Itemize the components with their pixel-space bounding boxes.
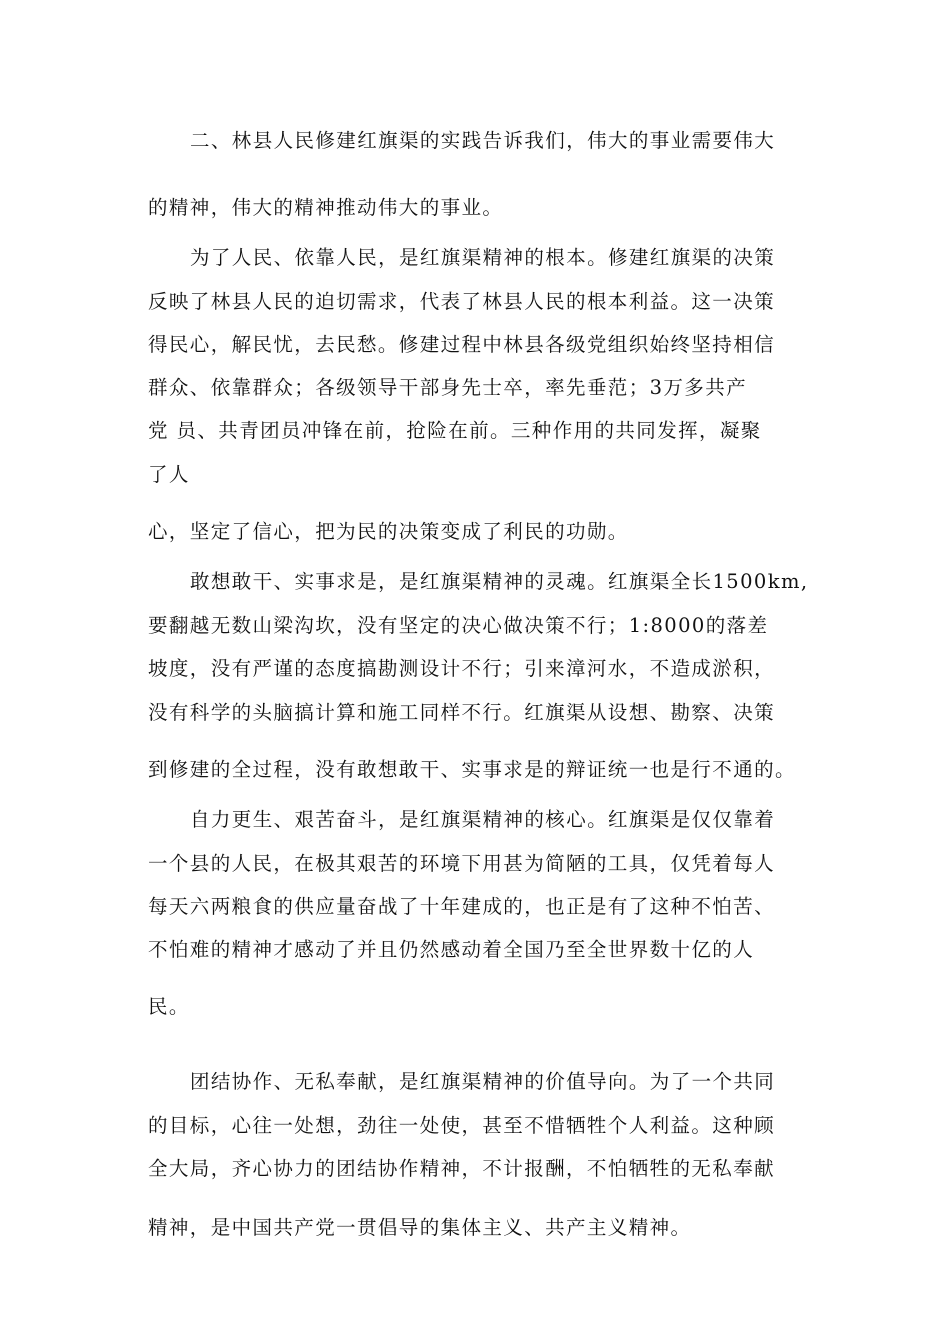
text-line: 二、林县人民修建红旗渠的实践告诉我们，伟大的事业需要伟大 bbox=[190, 129, 776, 152]
text-line: 一个县的人民，在极其艰苦的环境下用甚为简陋的工具，仅凭着每人 bbox=[148, 852, 776, 875]
text-line: 精神，是中国共产党一贯倡导的集体主义、共产主义精神。 bbox=[148, 1216, 692, 1239]
text-line: 民。 bbox=[148, 995, 190, 1018]
text-line: 得民心，解民忧，去民愁。修建过程中林县各级党组织始终坚持相信 bbox=[148, 333, 776, 356]
text-line: 团结协作、无私奉献，是红旗渠精神的价值导向。为了一个共同 bbox=[190, 1070, 776, 1093]
text-line: 党 员、共青团员冲锋在前，抢险在前。三种作用的共同发挥，凝聚 bbox=[148, 419, 762, 442]
text-line: 敢想敢干、实事求是，是红旗渠精神的灵魂。红旗渠全长1500km, bbox=[190, 570, 809, 593]
text-line: 到修建的全过程，没有敢想敢干、实事求是的辩证统一也是行不通的。 bbox=[148, 758, 796, 781]
text-line: 心，坚定了信心，把为民的决策变成了利民的功勋。 bbox=[148, 520, 629, 543]
text-line: 的目标，心往一处想，劲往一处使，甚至不惜牺牲个人利益。这种顾 bbox=[148, 1114, 776, 1137]
text-line: 群众、依靠群众；各级领导干部身先士卒，率先垂范；3万多共产 bbox=[148, 376, 748, 399]
text-line: 要翻越无数山梁沟坎，没有坚定的决心做决策不行；1:8000的落差 bbox=[148, 614, 769, 637]
text-line: 全大局，齐心协力的团结协作精神，不计报酬，不怕牺牲的无私奉献 bbox=[148, 1157, 776, 1180]
text-line: 自力更生、艰苦奋斗，是红旗渠精神的核心。红旗渠是仅仅靠着 bbox=[190, 808, 776, 831]
text-line: 不怕难的精神才感动了并且仍然感动着全国乃至全世界数十亿的人 bbox=[148, 938, 755, 961]
text-line: 反映了林县人民的迫切需求，代表了林县人民的根本利益。这一决策 bbox=[148, 290, 776, 313]
text-line: 每天六两粮食的供应量奋战了十年建成的，也正是有了这种不怕苦、 bbox=[148, 895, 776, 918]
text-line: 没有科学的头脑搞计算和施工同样不行。红旗渠从设想、勘察、决策 bbox=[148, 701, 776, 724]
text-line: 为了人民、依靠人民，是红旗渠精神的根本。修建红旗渠的决策 bbox=[190, 246, 776, 269]
text-line: 的精神，伟大的精神推动伟大的事业。 bbox=[148, 196, 504, 219]
text-line: 了人 bbox=[148, 463, 190, 486]
text-line: 坡度，没有严谨的态度搞勘测设计不行；引来漳河水，不造成淤积， bbox=[148, 657, 776, 680]
